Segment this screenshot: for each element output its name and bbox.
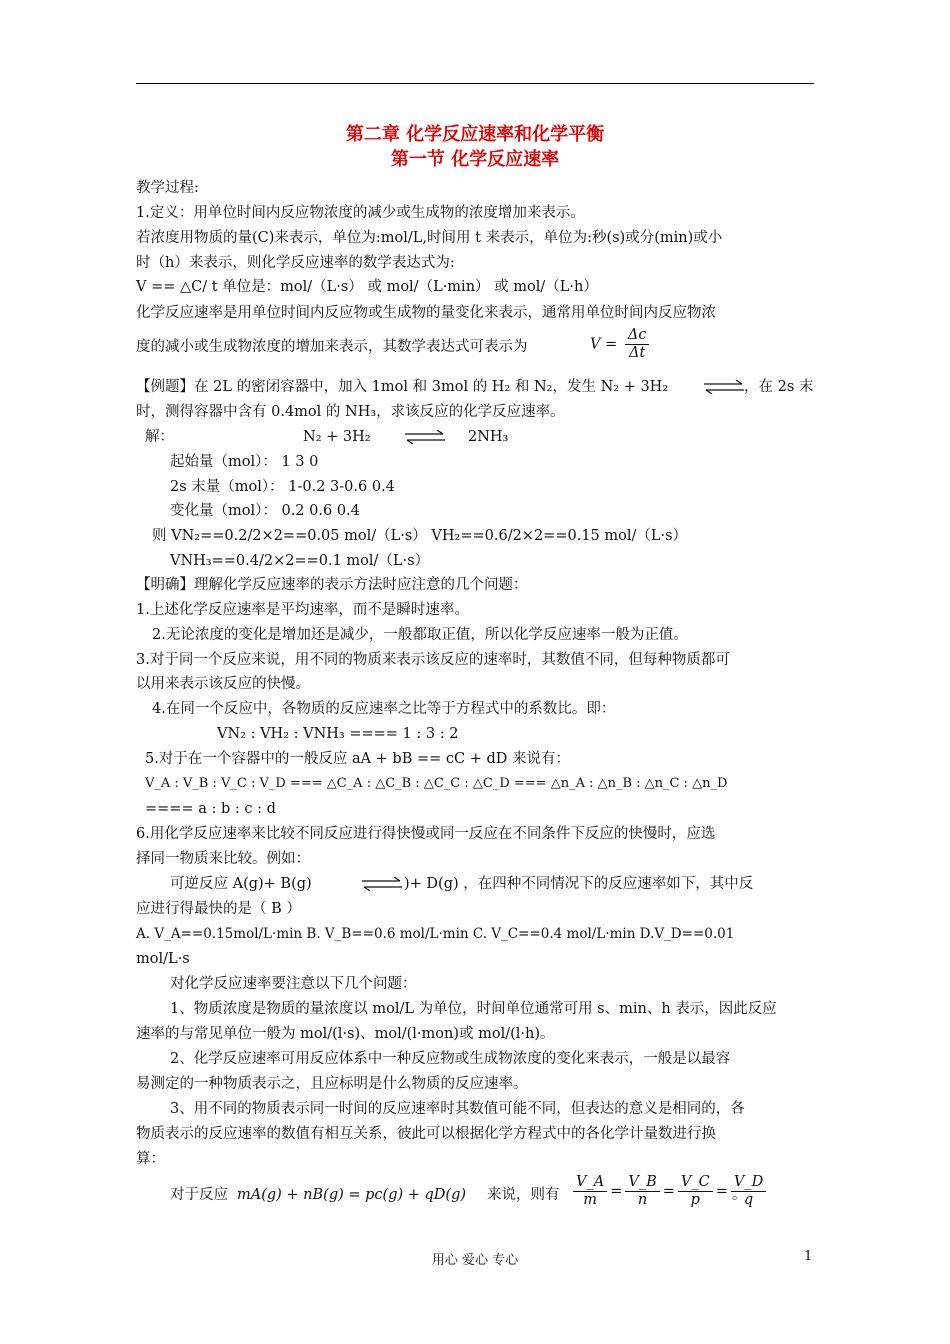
text-line: 速率的与常见单位一般为 mol/(l·s)、mol/(l·mon)或 mol/(l·h)。 bbox=[136, 1026, 555, 1042]
text-line: ，在 2s 末 bbox=[744, 379, 814, 395]
text-line: 【明确】理解化学反应速率的表示方法时应注意的几个问题： bbox=[136, 577, 528, 593]
text-line: 起始量（mol）： 1 3 0 bbox=[170, 454, 319, 470]
text-line: 来说，则有 bbox=[487, 1187, 560, 1203]
text-line: 解： bbox=[145, 429, 174, 445]
text-line: 对化学反应速率要注意以下几个问题： bbox=[170, 976, 417, 992]
text-line: )+ D(g) ，在四种不同情况下的反应速率如下，其中反 bbox=[404, 876, 754, 892]
general-equation: mA(g) + nB(g) = pc(g) + qD(g) bbox=[237, 1187, 467, 1203]
text-line: VNH₃==0.4/2×2==0.1 mol/（L·s） bbox=[170, 553, 430, 569]
text-line: 对于反应 bbox=[170, 1187, 228, 1203]
header-rule bbox=[136, 83, 814, 84]
text-line: 应进行得最快的是（ B ） bbox=[136, 901, 301, 917]
text-line: 以用来表示该反应的快慢。 bbox=[136, 676, 310, 692]
text-line: 度的减小或生成物浓度的增加来表示，其数学表达式可表示为 bbox=[136, 339, 528, 355]
text-line: A. V_A==0.15mol/L·min B. V_B==0.6 mol/L·min C. V_C==0.4 mol/L·min D.V_D==0.01 bbox=[136, 926, 735, 942]
text-line: 【例题】在 2L 的密闭容器中，加入 1mol 和 3mol 的 H₂ 和 N₂，发生 N₂ + 3H₂ bbox=[136, 379, 669, 395]
text-line: 教学过程: bbox=[136, 180, 199, 196]
text-line: 择同一物质来比较。例如： bbox=[136, 851, 310, 867]
text-line: 1、物质浓度是物质的量浓度以 mol/L 为单位，时间单位通常可用 s、min、h 表示，因此反应 bbox=[170, 1001, 777, 1017]
text-line: 1.定义：用单位时间内反应物浓度的减少或生成物的浓度增加来表示。 bbox=[136, 205, 585, 221]
text-line: 2s 末量（mol）： 1-0.2 3-0.6 0.4 bbox=[170, 479, 395, 495]
text-line: 6.用化学反应速率来比较不同反应进行得快慢或同一反应在不同条件下反应的快慢时，应选 bbox=[136, 826, 716, 842]
reversible-arrow-icon bbox=[360, 877, 404, 891]
text-line: 时（h）来表示，则化学反应速率的数学表达式为: bbox=[136, 255, 455, 271]
text-line: ==== a : b : c : d bbox=[145, 801, 276, 817]
text-line: 则 VN₂==0.2/2×2==0.05 mol/（L·s） VH₂==0.6/2×2==0.15 mol/（L·s） bbox=[152, 528, 688, 544]
ratio-formula: $\frac{V\_A}{m}$ = $\frac{V\_B}{n}$ = $\frac{V\_C}{p}$ = $\frac{V\_D}{q}$ bbox=[570, 1174, 769, 1209]
reversible-arrow-icon bbox=[403, 430, 447, 444]
text-line: 可逆反应 A(g)+ B(g) bbox=[170, 876, 312, 892]
text-line: 3.对于同一个反应来说，用不同的物质来表示该反应的速率时，其数值不同，但每种物质都可 bbox=[136, 652, 730, 668]
text-line: 2、化学反应速率可用反应体系中一种反应物或生成物浓度的变化来表示，一般是以最容 bbox=[170, 1051, 731, 1067]
text-line: VN₂ : VH₂ : VNH₃ ==== 1 : 3 : 2 bbox=[217, 726, 459, 742]
section-title: 第一节 化学反应速率 bbox=[390, 149, 560, 170]
text-line: 易测定的一种物质表示之，且应标明是什么物质的反应速率。 bbox=[136, 1076, 528, 1092]
text-line: 时，测得容器中含有 0.4mol 的 NH₃，求该反应的化学反应速率。 bbox=[136, 404, 565, 420]
page-footer: 用心 爱心 专心 bbox=[431, 1253, 519, 1268]
text-line: 1.上述化学反应速率是平均速率，而不是瞬时速率。 bbox=[136, 602, 469, 618]
text-line: 变化量（mol）： 0.2 0.6 0.4 bbox=[170, 503, 360, 519]
text-line: V_A : V_B : V_C : V_D === △C_A : △C_B : △C_C : △C_D === △n_A : △n_B : △n_C : △n_D bbox=[145, 776, 728, 791]
text-line: mol/L·s bbox=[136, 951, 190, 967]
page-number: 1 bbox=[804, 1249, 813, 1264]
text-line: 3、用不同的物质表示同一时间的反应速率时其数值可能不同，但表达的意义是相同的，各 bbox=[170, 1101, 745, 1117]
chapter-title: 第二章 化学反应速率和化学平衡 bbox=[345, 124, 605, 145]
equation-reactants: N₂ + 3H₂ bbox=[303, 429, 371, 445]
equation-product: 2NH₃ bbox=[468, 429, 509, 445]
text-line: 化学反应速率是用单位时间内反应物或生成物的量变化来表示，通常用单位时间内反应物浓 bbox=[136, 305, 716, 321]
text-line: 若浓度用物质的量(C)来表示，单位为:mol/L,时间用 t 来表示，单位为:秒(s)或分(min)或小 bbox=[136, 230, 723, 246]
text-line: 2.无论浓度的变化是增加还是减少，一般都取正值，所以化学反应速率一般为正值。 bbox=[152, 627, 688, 643]
reversible-arrow-icon bbox=[702, 380, 746, 394]
text-line: 物质表示的反应速率的数值有相互关系，彼此可以根据化学方程式中的各化学计量数进行换 bbox=[136, 1126, 716, 1142]
rate-formula: V = $\frac{\Delta c}{\Delta t}$ bbox=[590, 327, 652, 362]
text-line: 5.对于在一个容器中的一般反应 aA + bB == cC + dD 来说有： bbox=[145, 751, 570, 767]
text-line: 。 bbox=[732, 1187, 747, 1203]
text-line: V == △C/ t 单位是：mol/（L·s） 或 mol/（L·min） 或 mol/（L·h） bbox=[136, 279, 598, 295]
text-line: 4.在同一个反应中，各物质的反应速率之比等于方程式中的系数比。即： bbox=[152, 701, 616, 717]
text-line: 算： bbox=[136, 1151, 165, 1167]
